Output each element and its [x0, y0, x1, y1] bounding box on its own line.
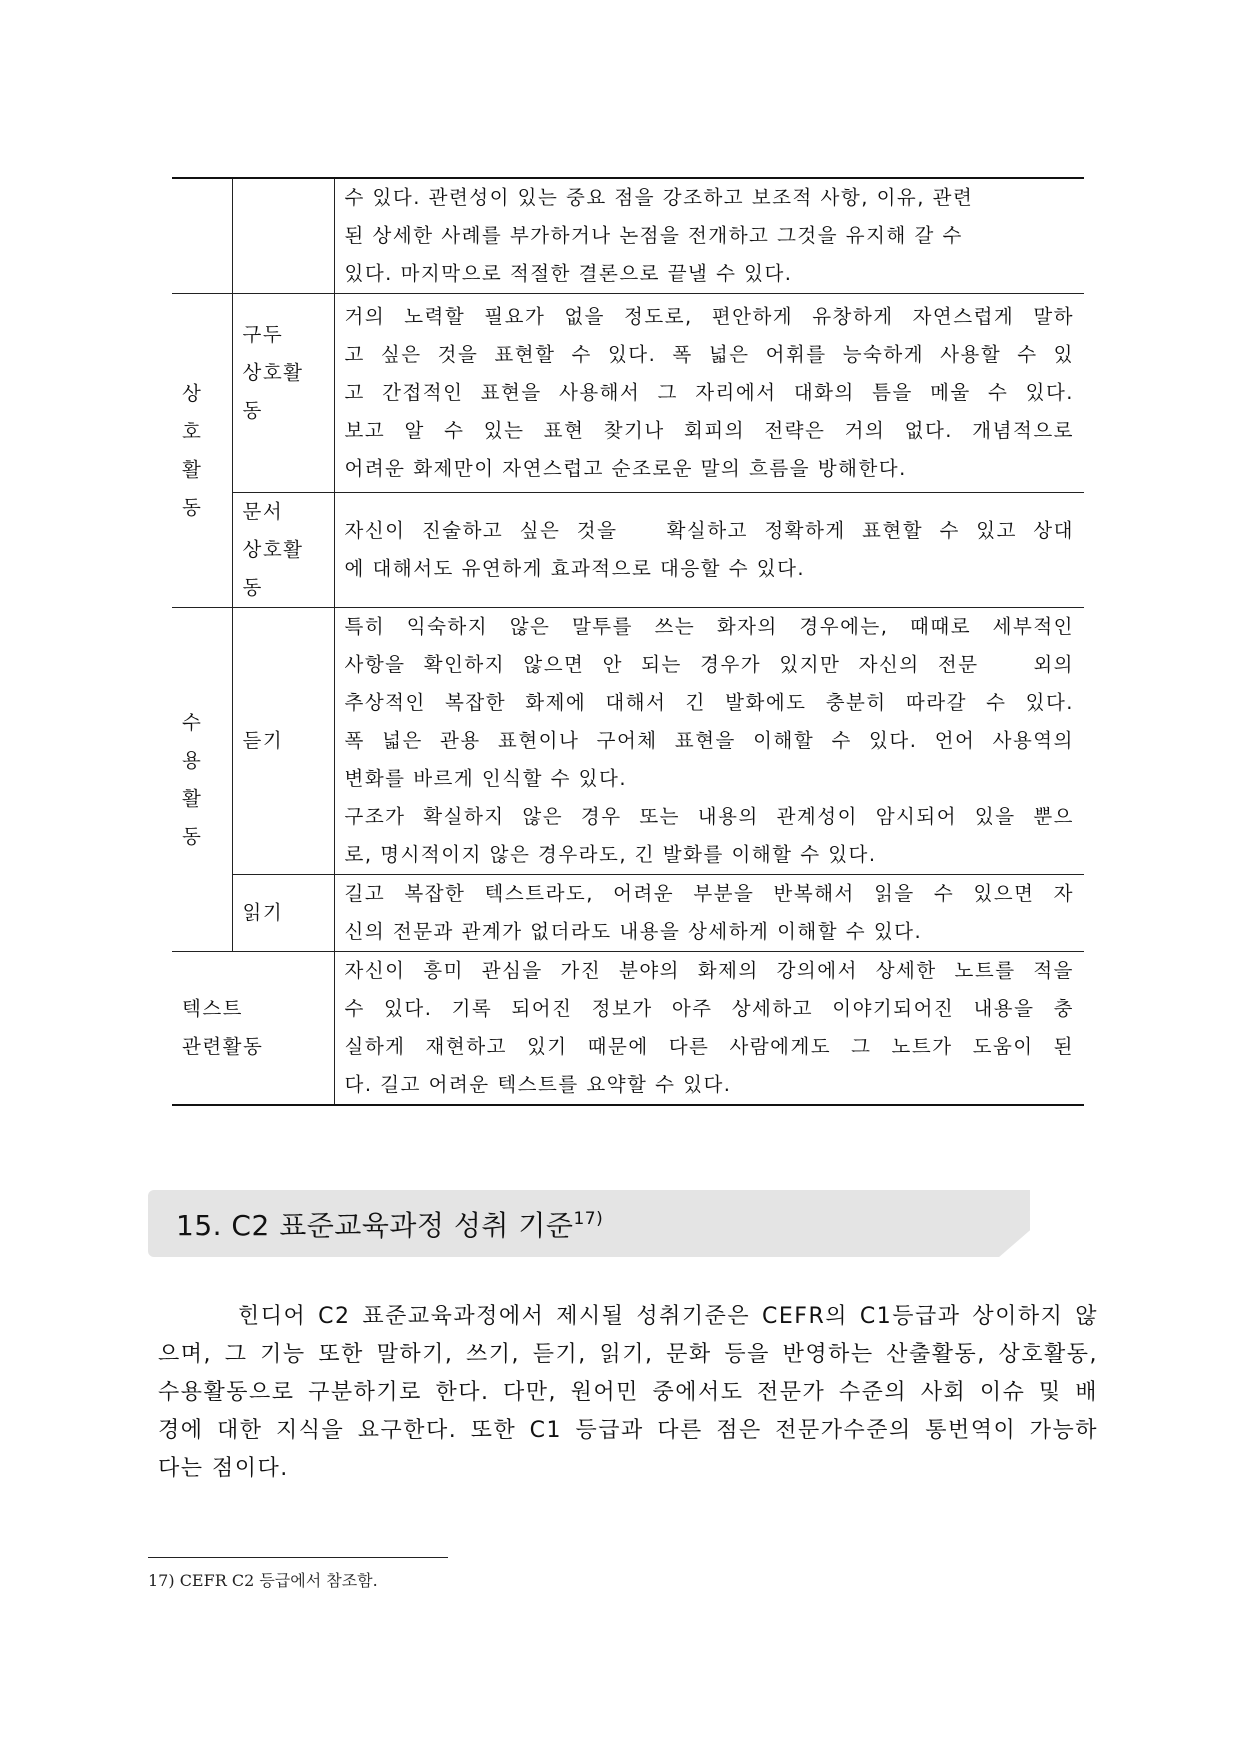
subcategory-label: 상호활동 [242, 361, 304, 422]
paragraph-line: 힌디어 C2 표준교육과정에서 제시될 성취기준은 CEFR의 C1등급과 상이하지 않 [238, 1304, 1098, 1329]
table-row [172, 952, 1084, 1106]
paragraph-line: 으며, 그 기능 또한 말하기, 쓰기, 듣기, 읽기, 문화 등을 반영하는 산출활동, 상호활동, [158, 1342, 1098, 1367]
subcategory-cell-listening [232, 608, 334, 875]
descriptor-line: 길고 복잡한 텍스트라도, 어려운 부분을 반복해서 읽을 수 있으면 자 [344, 882, 1074, 905]
subcategory-label: 읽기 [242, 901, 284, 924]
descriptor-cell [334, 178, 1084, 294]
category-label: 상호 [182, 381, 203, 443]
subcategory-cell-oral [232, 294, 334, 493]
descriptor-line: 실하게 재현하고 있기 때문에 다른 사람에게도 그 노트가 도움이 된 [344, 1035, 1074, 1058]
section-title [176, 1204, 603, 1244]
descriptor-line: 된 상세한 사례를 부가하거나 논점을 전개하고 그것을 유지해 갈 수 [344, 224, 963, 247]
descriptor-line: 자신이 흥미 관심을 가진 분야의 화제의 강의에서 상세한 노트를 적을 [344, 959, 1074, 982]
section-title-text: 15. C2 표준교육과정 성취 기준 [176, 1209, 574, 1242]
descriptor-line: 있다. 마지막으로 적절한 결론으로 끝낼 수 있다. [344, 262, 793, 285]
descriptor-line: 폭 넓은 관용 표현이나 구어체 표현을 이해할 수 있다. 언어 사용역의 [344, 729, 1074, 752]
subcategory-label: 듣기 [242, 729, 284, 752]
descriptor-line: 보고 알 수 있는 표현 찾기나 회피의 전략은 거의 없다. 개념적으로 [344, 419, 1074, 442]
body-paragraph [158, 1298, 1098, 1488]
descriptor-line: 변화를 바르게 인식할 수 있다. [344, 767, 628, 790]
descriptor-line: 고 간접적인 표현을 사용해서 그 자리에서 대화의 틈을 메울 수 있다. [344, 381, 1074, 404]
footnote: 17) CEFR C2 등급에서 참조함. [148, 1571, 378, 1590]
descriptor-line: 고 싶은 것을 표현할 수 있다. 폭 넓은 어휘를 능숙하게 사용할 수 있 [344, 343, 1074, 366]
paragraph-line: 수용활동으로 구분하기로 한다. 다만, 원어민 중에서도 전문가 수준의 사회 이슈 및 배 [158, 1380, 1098, 1405]
descriptor-line: 신의 전문과 관계가 없더라도 내용을 상세하게 이해할 수 있다. [344, 920, 923, 943]
category-label: 활동 [182, 786, 203, 848]
descriptor-line: 수 있다. 관련성이 있는 중요 점을 강조하고 보조적 사항, 이유, 관련 [344, 186, 974, 209]
table-row [172, 178, 1084, 294]
subcategory-label: 상호활동 [242, 538, 304, 599]
descriptor-cell [334, 294, 1084, 493]
subcategory-cell-reading [232, 875, 334, 952]
descriptor-line: 거의 노력할 필요가 없을 정도로, 편안하게 유창하게 자연스럽게 말하 [344, 305, 1074, 328]
subcategory-cell-written [232, 493, 334, 608]
footnote-divider [148, 1557, 448, 1558]
category-label: 활동 [182, 457, 203, 519]
table-row [172, 875, 1084, 952]
table-row [172, 294, 1084, 493]
cefr-descriptor-table [172, 177, 1084, 1106]
descriptor-cell [334, 493, 1084, 608]
descriptor-line: 어려운 화제만이 자연스럽고 순조로운 말의 흐름을 방해한다. [344, 457, 907, 480]
descriptor-line: 특히 익숙하지 않은 말투를 쓰는 화자의 경우에는, 때때로 세부적인 [344, 615, 1074, 638]
category-cell-reception [172, 608, 232, 952]
descriptor-line: 사항을 확인하지 않으면 안 되는 경우가 있지만 자신의 전문 외의 [344, 653, 1074, 676]
category-label: 수용 [182, 710, 203, 772]
descriptor-line: 구조가 확실하지 않은 경우 또는 내용의 관계성이 암시되어 있을 뿐으 [344, 805, 1074, 828]
descriptor-line: 자신이 진술하고 싶은 것을 확실하고 정확하게 표현할 수 있고 상대 [344, 519, 1074, 542]
table-row [172, 608, 1084, 875]
category-cell-interaction [172, 294, 232, 608]
descriptor-line: 수 있다. 기록 되어진 정보가 아주 상세하고 이야기되어진 내용을 충 [344, 997, 1074, 1020]
descriptor-line: 에 대해서도 유연하게 효과적으로 대응할 수 있다. [344, 557, 806, 580]
table-row [172, 493, 1084, 608]
subcategory-label: 문서 [242, 500, 284, 523]
subcategory-cell [232, 178, 334, 294]
subcategory-label: 구두 [242, 323, 284, 346]
descriptor-line: 추상적인 복잡한 화제에 대해서 긴 발화에도 충분히 따라갈 수 있다. [344, 691, 1074, 714]
category-cell-text-activity [172, 952, 334, 1106]
category-label: 관련활동 [182, 1035, 264, 1058]
paragraph-line: 다는 점이다. [158, 1456, 289, 1481]
descriptor-line: 로, 명시적이지 않은 경우라도, 긴 발화를 이해할 수 있다. [344, 843, 877, 866]
descriptor-cell [334, 952, 1084, 1106]
descriptor-line: 다. 길고 어려운 텍스트를 요약할 수 있다. [344, 1073, 732, 1096]
descriptor-cell [334, 608, 1084, 875]
category-cell [172, 178, 232, 294]
footnote-ref[interactable]: 17) [573, 1209, 604, 1229]
descriptor-cell [334, 875, 1084, 952]
category-label: 텍스트 [182, 997, 244, 1020]
paragraph-line: 경에 대한 지식을 요구한다. 또한 C1 등급과 다른 점은 전문가수준의 통번역이 가능하 [158, 1418, 1098, 1443]
